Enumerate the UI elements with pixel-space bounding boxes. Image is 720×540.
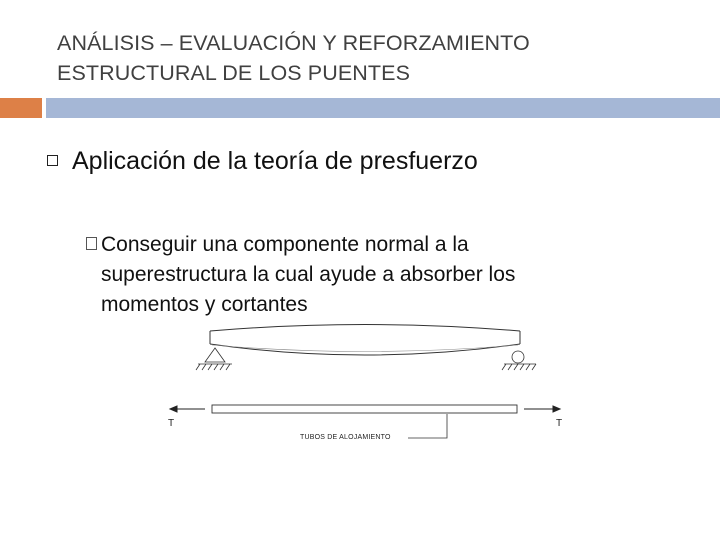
slide-title-line-1: ANÁLISIS – EVALUACIÓN Y REFORZAMIENTO [57,31,530,55]
duct-label: TUBOS DE ALOJAMIENTO [300,434,391,441]
right-force-label: T [556,418,563,429]
bullet-level-2-line-1: Conseguir una componente normal a la [101,233,469,256]
bullet-level-2-line-2: superestructura la cual ayude a absorber los [101,263,516,286]
bullet-level-2 [101,230,641,320]
roller-support-icon [502,351,536,370]
prestress-beam-diagram [160,320,580,450]
square-sub-bullet-icon [86,237,97,250]
accent-bar-orange [0,98,42,118]
left-force-label: T [168,418,175,429]
bullet-level-2-line-3: momentos y cortantes [101,293,308,316]
left-arrow-icon [170,406,205,412]
square-bullet-icon [47,155,58,166]
straight-beam [212,405,517,413]
pin-support-icon [196,348,232,370]
curved-beam [210,325,520,356]
accent-bar-blue [46,98,720,118]
slide-title [57,28,677,88]
duct-leader-line [408,414,447,438]
slide-title-line-2: ESTRUCTURAL DE LOS PUENTES [57,61,411,85]
right-arrow-icon [524,406,560,412]
bullet-level-1: Aplicación de la teoría de presfuerzo [72,147,478,175]
